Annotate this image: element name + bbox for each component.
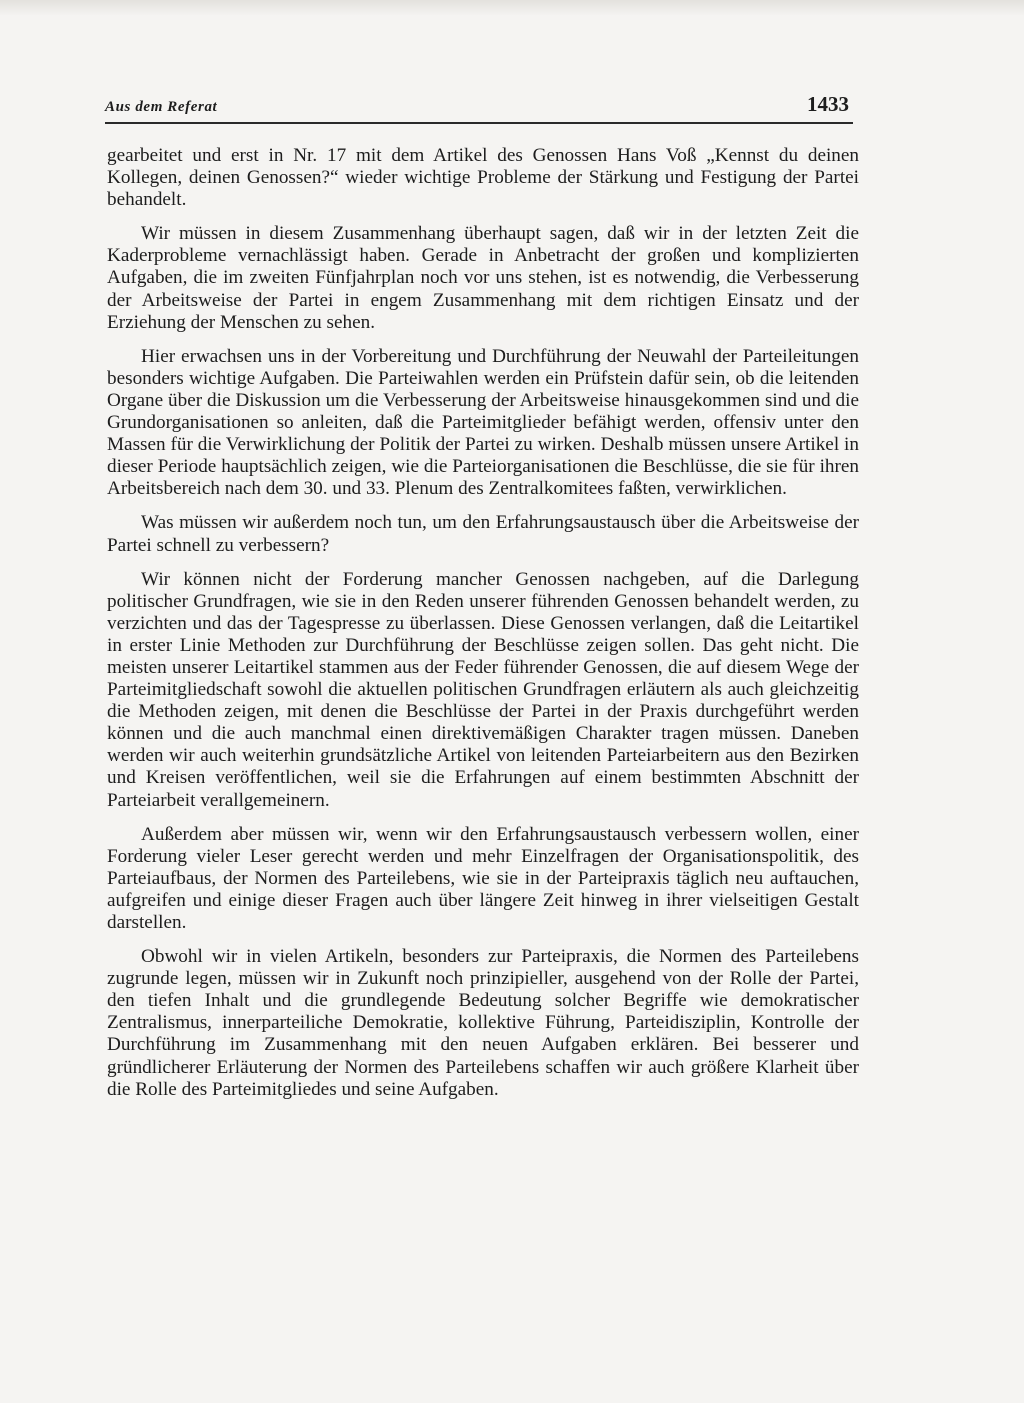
paragraph-5: Wir können nicht der Forderung mancher Genossen nachgeben, auf die Darlegung politischer Grundfragen, wie sie in den Reden unserer führenden Genossen behandelt werden, zu verzichten und das der Tagespresse zu überlassen. Diese Genossen verlangen, daß die Leitartikel in erster Linie Methoden zur Durchführung der Beschlüsse zeigen sollen. Das geht nicht. Die meisten unserer Leitartikel stammen aus der Feder führender Genossen, die auf diesem Wege der Parteimitgliedschaft sowohl die aktuellen politischen Grundfragen erläutern als auch gleichzeitig die Methoden zeigen, mit denen die Beschlüsse der Partei in der Praxis durchgeführt werden können und die auch manchmal einen direktivemäßigen Charakter tragen müssen. Daneben werden wir auch weiterhin grundsätzliche Artikel von leitenden Parteiarbeitern aus den Bezirken und Kreisen veröffentlichen, weil sie die Erfahrungen auf einem bestimmten Abschnitt der Parteiarbeit verallgemeinern. — [107, 568, 859, 811]
scan-edge — [0, 0, 1024, 16]
paragraph-2: Wir müssen in diesem Zusammenhang überhaupt sagen, daß wir in der letzten Zeit die Kaderprobleme vernachlässigt haben. Gerade in Anbetracht der großen und komplizierten Aufgaben, die im zweiten Fünfjahrplan noch vor uns stehen, ist es notwendig, die Verbesserung der Arbeitsweise der Partei in engem Zusammenhang mit dem richtigen Einsatz und der Erziehung der Menschen zu sehen. — [107, 223, 859, 333]
body-text — [107, 145, 859, 1113]
paragraph-7: Obwohl wir in vielen Artikeln, besonders zur Parteipraxis, die Normen des Parteilebens zugrunde legen, müssen wir in Zukunft noch prinzipieller, ausgehend von der Rolle der Partei, den tiefen Inhalt und die grundlegende Bedeutung solcher Begriffe wie demokratischer Zentralismus, innerparteiliche Demokratie, kollektive Führung, Parteidisziplin, Kontrolle der Durchführung im Zusammenhang mit den neuen Aufgaben erklären. Bei besserer und gründlicherer Erläuterung der Normen des Parteilebens schaffen wir auch größere Klarheit über die Rolle des Parteimitgliedes und seine Aufgaben. — [107, 946, 859, 1100]
paragraph-6: Außerdem aber müssen wir, wenn wir den Erfahrungsaustausch verbessern wollen, einer Forderung vieler Leser gerecht werden und mehr Einzelfragen der Organisationspolitik, des Parteiaufbaus, der Normen des Parteilebens, wie sie in der Parteipraxis täglich neu auftauchen, aufgreifen und einige dieser Fragen auch über längere Zeit hinweg in ihrer vielseitigen Gestalt darstellen. — [107, 823, 859, 933]
paragraph-4: Was müssen wir außerdem noch tun, um den Erfahrungsaustausch über die Arbeitsweise der Partei schnell zu verbessern? — [107, 512, 859, 556]
page-header — [105, 88, 853, 124]
running-head: Aus dem Referat — [105, 99, 218, 115]
page-number: 1433 — [807, 92, 849, 116]
paragraph-3: Hier erwachsen uns in der Vorbereitung und Durchführung der Neuwahl der Parteileitungen besonders wichtige Aufgaben. Die Parteiwahlen werden ein Prüfstein dafür sein, ob die leitenden Organe über die Diskussion um die Verbesserung der Arbeitsweise hinausgekommen sind und die Grundorganisationen so anleiten, daß die Parteimitglieder befähigt werden, offensiv unter den Massen für die Verwirklichung der Politik der Partei zu wirken. Deshalb müssen unsere Artikel in dieser Periode hauptsächlich zeigen, wie die Parteiorganisationen die Beschlüsse, die sie für ihren Arbeitsbereich nach dem 30. und 33. Plenum des Zentralkomitees faßten, verwirklichen. — [107, 345, 859, 500]
paragraph-1: gearbeitet und erst in Nr. 17 mit dem Artikel des Genossen Hans Voß „Kennst du deinen Kollegen, deinen Genossen?“ wieder wichtige Probleme der Stärkung und Festigung der Partei behandelt. — [107, 145, 859, 211]
